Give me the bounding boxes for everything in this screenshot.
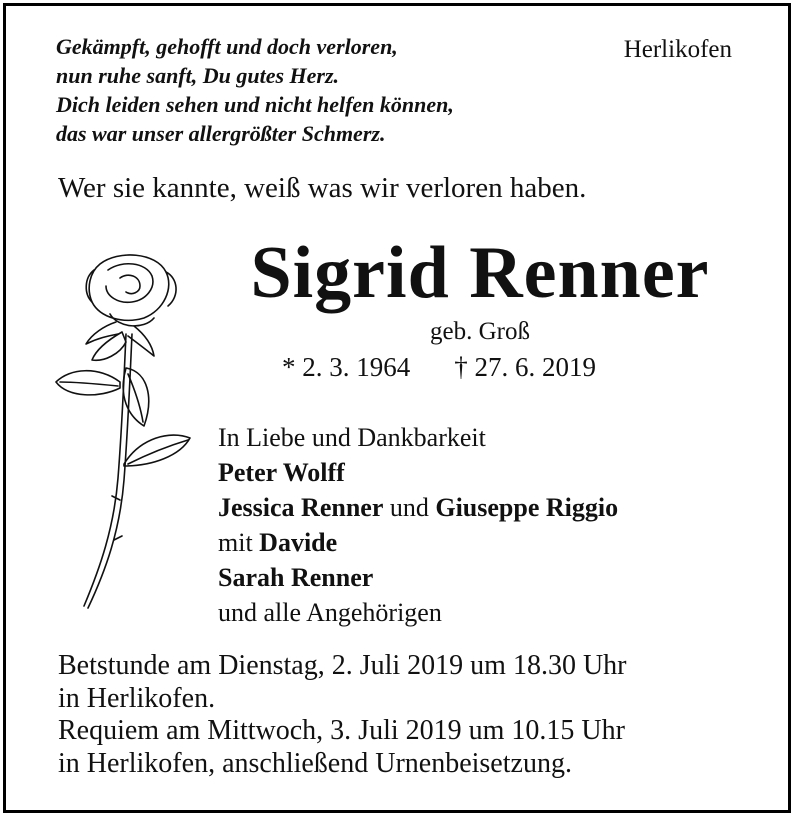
poem (56, 32, 454, 148)
death-date: † 27. 6. 2019 (454, 352, 596, 382)
service-line: Requiem am Mittwoch, 3. Juli 2019 um 10.15 Uhr (58, 715, 625, 746)
mourner-name: Peter Wolff (218, 458, 345, 487)
deceased-name: Sigrid Renner (250, 232, 710, 314)
service-line: in Herlikofen. (58, 682, 216, 714)
conjunction: und (383, 493, 436, 522)
poem-line: das war unser allergrößter Schmerz. (56, 121, 386, 146)
mourner-name: Jessica Renner (218, 493, 384, 522)
birth-date: * 2. 3. 1964 (282, 352, 411, 382)
birth-name: geb. Groß (430, 318, 530, 345)
service-line: Betstunde am Dienstag, 2. Juli 2019 um 18.30 Uhr (58, 650, 627, 681)
preposition: mit (218, 528, 260, 557)
mourner-line (218, 490, 618, 525)
mourner-name: Sarah Renner (218, 563, 374, 592)
mourners-intro: In Liebe und Dankbarkeit (218, 423, 486, 452)
mourner-name: Davide (259, 528, 338, 557)
service-info (58, 650, 627, 780)
service-line: in Herlikofen, anschließend Urnenbeisetzung. (58, 747, 572, 779)
mourners-closing: und alle Angehörigen (218, 598, 442, 627)
poem-line: Dich leiden sehen und nicht helfen können, (56, 92, 454, 117)
mourner-name: Giuseppe Riggio (435, 493, 619, 522)
place-name: Herlikofen (623, 36, 732, 63)
poem-line: nun ruhe sanft, Du gutes Herz. (56, 63, 340, 88)
rose-icon (48, 248, 198, 613)
poem-line: Gekämpft, gehofft und doch verloren, (56, 34, 398, 59)
mourner-line (218, 525, 618, 560)
quote: Wer sie kannte, weiß was wir verloren haben. (58, 172, 587, 204)
life-dates (282, 352, 596, 383)
mourners-list (218, 420, 618, 630)
